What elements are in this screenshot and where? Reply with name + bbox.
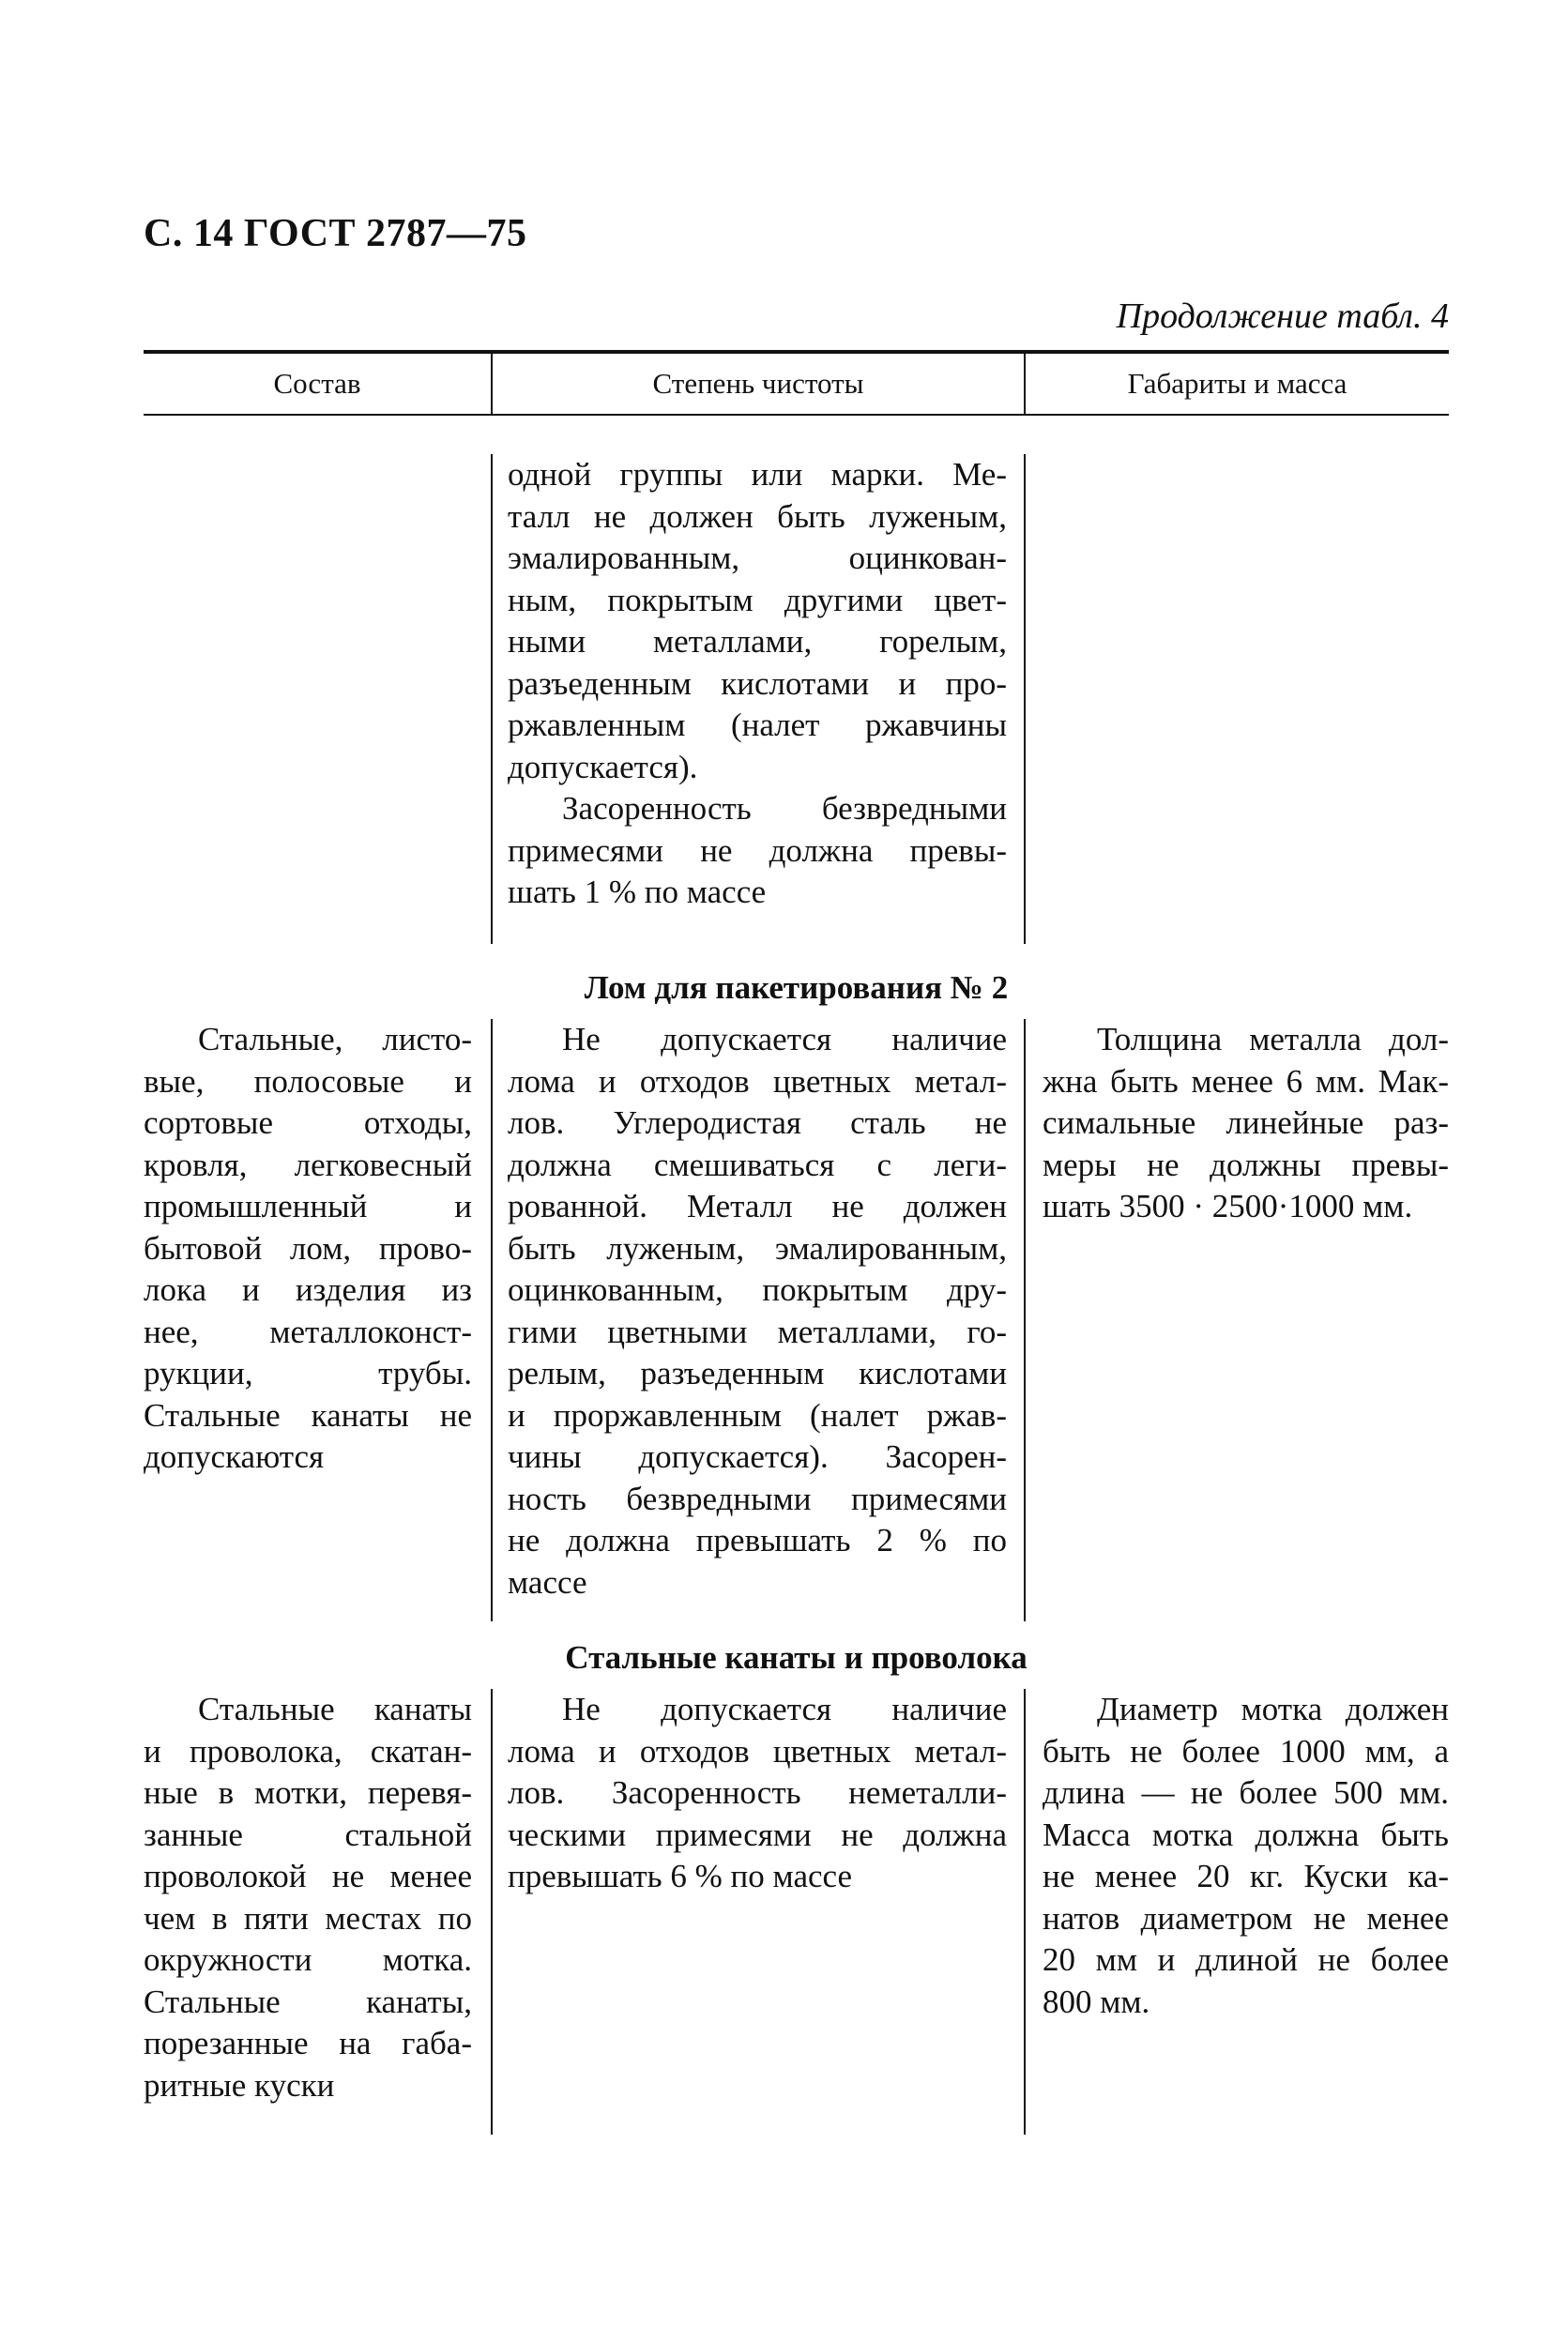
text-line: не должна превышать 2 % по: [508, 1522, 1007, 1558]
table-section: [144, 1689, 1449, 2135]
text-line: окружности мотка.: [144, 1941, 472, 1978]
text-line: не менее 20 кг. Куски ка-: [1043, 1858, 1449, 1894]
purity-cell: [508, 1019, 1007, 1604]
column-divider: [491, 1019, 493, 1621]
text-line: Толщина металла дол-: [1097, 1021, 1449, 1057]
text-line: чины допускается). Засорен-: [508, 1438, 1007, 1475]
text-line: Диаметр мотка должен: [1097, 1691, 1449, 1727]
text-line: Стальные, листо-: [198, 1021, 472, 1057]
text-line: ные в мотки, перевя-: [144, 1774, 472, 1811]
text-line: Стальные канаты,: [144, 1983, 472, 2020]
text-line: оцинкованным, покрытым дру-: [508, 1271, 1007, 1308]
text-line: Засоренность безвредными: [562, 790, 1007, 827]
composition-cell: [144, 1689, 472, 2106]
text-line: ными металлами, горелым,: [508, 623, 1007, 660]
text-line: разъеденным кислотами и про-: [508, 664, 1007, 702]
text-line: эмалированным, оцинкован-: [508, 540, 1007, 576]
text-line: симальные линейные раз-: [1043, 1104, 1449, 1141]
text-line: и проволока, скатан-: [144, 1732, 472, 1770]
text-line: примесями не должна превы-: [508, 831, 1007, 869]
text-line: длина — не более 500 мм.: [1043, 1774, 1449, 1811]
text-line: Стальные канаты не: [144, 1396, 472, 1434]
text-line: вые, полосовые и: [144, 1062, 472, 1100]
text-line: Не допускается наличие: [562, 1021, 1007, 1057]
text-line: занные стальной: [144, 1816, 472, 1853]
text-line: быть не более 1000 мм, а: [1043, 1732, 1449, 1770]
text-line: должна смешиваться с леги-: [508, 1146, 1007, 1183]
table-section: [144, 454, 1449, 944]
table-continuation-label: Продолжение табл. 4: [1116, 296, 1449, 336]
text-line: ритные куски: [144, 2066, 335, 2104]
text-line: натов диаметром не менее: [1043, 1899, 1449, 1937]
text-line: Масса мотка должна быть: [1043, 1816, 1449, 1853]
column-header-composition: Состав: [273, 367, 361, 400]
text-line: лока и изделия из: [144, 1271, 472, 1308]
text-line: проволокой не менее: [144, 1858, 472, 1894]
text-line: нее, металлоконст-: [144, 1313, 472, 1350]
column-divider: [1024, 1019, 1026, 1621]
column-divider: [491, 454, 493, 944]
dimensions-cell: [1043, 1689, 1449, 2023]
column-divider: [491, 1689, 493, 2135]
column-divider: [1024, 454, 1026, 944]
text-line: гими цветными металлами, го-: [508, 1313, 1007, 1350]
column-divider: [1024, 1689, 1026, 2135]
text-line: меры не должны превы-: [1043, 1146, 1449, 1183]
text-line: лома и отходов цветных метал-: [508, 1732, 1007, 1770]
text-line: Стальные канаты: [198, 1691, 472, 1727]
text-line: ность безвредными примесями: [508, 1480, 1007, 1517]
text-line: лома и отходов цветных метал-: [508, 1062, 1007, 1100]
text-line: 20 мм и длиной не более: [1043, 1941, 1449, 1978]
text-line: чем в пяти местах по: [144, 1899, 472, 1937]
column-header-purity: Степень чистоты: [652, 367, 864, 400]
text-line: промышленный и: [144, 1188, 472, 1224]
text-line: допускаются: [144, 1438, 325, 1475]
purity-cell: [508, 454, 1007, 914]
dimensions-cell: [1043, 1019, 1449, 1228]
text-line: рованной. Металл не должен: [508, 1188, 1007, 1224]
text-line: 800 мм.: [1043, 1983, 1150, 2020]
composition-cell: [144, 1019, 472, 1479]
text-line: быть луженым, эмалированным,: [508, 1229, 1007, 1267]
text-line: лов. Засоренность неметалли-: [508, 1774, 1007, 1811]
text-line: ржавленным (налет ржавчины: [508, 707, 1007, 743]
text-line: и проржавленным (налет ржав-: [508, 1396, 1007, 1434]
text-line: рукции, трубы.: [144, 1355, 472, 1391]
text-line: одной группы или марки. Ме-: [508, 456, 1007, 493]
table: [144, 350, 1449, 2135]
text-line: кровля, легковесный: [144, 1146, 472, 1183]
text-line: Не допускается наличие: [562, 1691, 1007, 1727]
section-title: Лом для пакетирования № 2: [584, 969, 1009, 1006]
text-line: превышать 6 % по массе: [508, 1858, 853, 1894]
text-line: талл не должен быть луженым,: [508, 497, 1007, 535]
page-header: С. 14 ГОСТ 2787—75: [144, 212, 527, 255]
text-line: допускается).: [508, 748, 698, 785]
purity-cell: [508, 1689, 1007, 1898]
text-line: шать 3500 · 2500·1000 мм.: [1043, 1188, 1413, 1224]
text-line: лов. Углеродистая сталь не: [508, 1104, 1007, 1141]
text-line: шать 1 % по массе: [508, 874, 767, 910]
text-line: ным, покрытым другими цвет-: [508, 581, 1007, 618]
text-line: жна быть менее 6 мм. Мак-: [1043, 1062, 1449, 1100]
table-section: [144, 1019, 1449, 1621]
text-line: массе: [508, 1563, 587, 1601]
table-header: [144, 350, 1449, 416]
text-line: порезанные на габа-: [144, 2025, 472, 2061]
text-line: сортовые отходы,: [144, 1104, 472, 1141]
text-line: ческими примесями не должна: [508, 1816, 1007, 1853]
text-line: релым, разъеденным кислотами: [508, 1355, 1007, 1391]
column-header-dimensions: Габариты и масса: [1127, 367, 1347, 400]
text-line: бытовой лом, прово-: [144, 1229, 472, 1267]
section-title: Стальные канаты и проволока: [565, 1639, 1028, 1676]
